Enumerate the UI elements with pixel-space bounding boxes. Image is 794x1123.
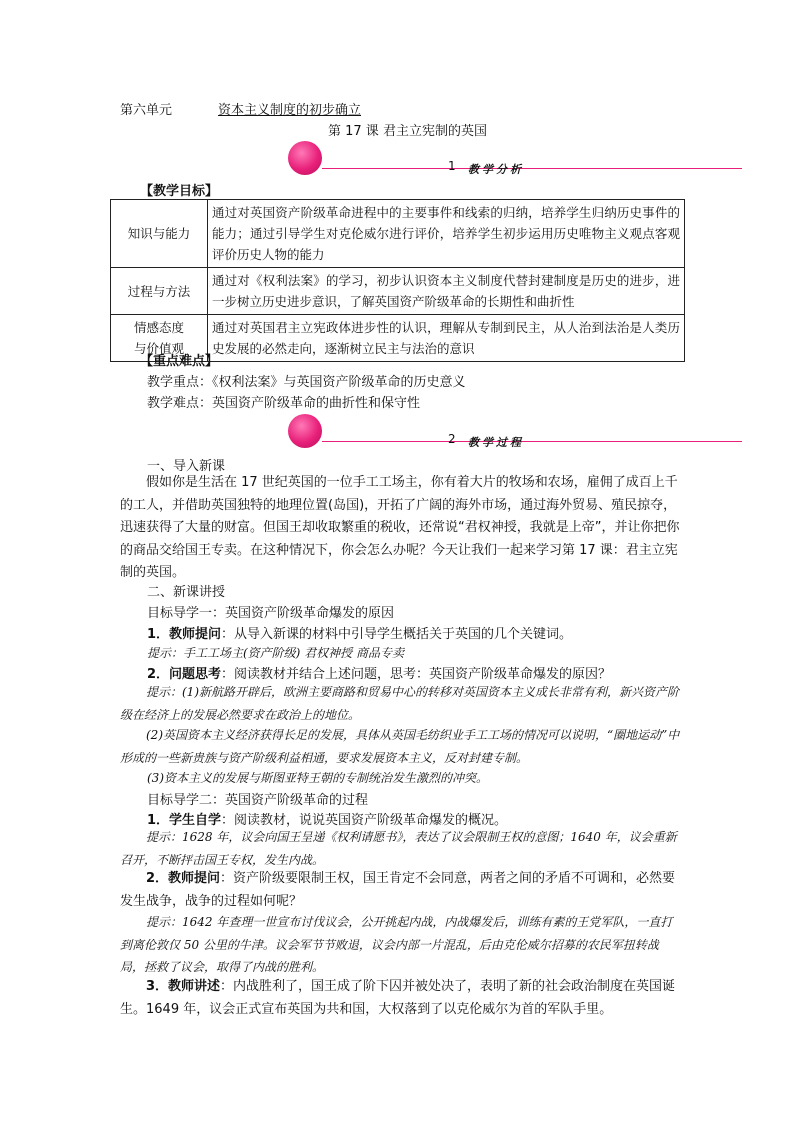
section-label: 教学分析 [468,163,524,176]
section-number: 2 [448,432,456,446]
table-row [111,200,685,268]
question-label: 1．学生自学 [147,813,222,828]
hint-paragraph: 提示：1642 年查理一世宣布讨伐议会，公开挑起内战，内战爆发后，训练有素的王党军队，一直打到离伦敦仅 50 公里的牛津。议会军节节败退，议会内部一片混乱，后由克伦威尔招募的农民军扭转战局，拯救了议会，取得了内战的胜利。 [120,915,673,975]
question-text: ：阅读教材，说说英国资产阶级革命爆发的概况。 [221,813,508,828]
row-key-line: 情感态度 [133,320,184,335]
section-title: 二、新课讲授 [147,585,226,600]
question-line [147,623,572,642]
hint-line: (3)资本主义的发展与斯图亚特王朝的专制统治发生激烈的冲突。 [147,771,489,785]
objectives-heading: 【教学目标】 [140,184,219,199]
section-banner-process [288,414,688,454]
hint-line: 提示：手工工场主(资产阶级) 君权神授 商品专卖 [147,646,404,660]
question-text: ：内战胜利了，国王成了阶下囚并被处决了，表明了新的社会政治制度在英国诞生。1649 年，议会正式宣布英国为共和国，大权落到了以克伦威尔为首的军队手里。 [120,979,676,1017]
unit-label: 第六单元 [120,103,173,118]
row-key-line: 与价值观 [133,341,184,356]
goal-heading: 目标导学二：英国资产阶级革命的过程 [147,793,369,808]
question-paragraph [120,976,680,1021]
hint-paragraph: (2)英国资本主义经济获得长足的发展，具体从英国毛纺织业手工工场的情况可以说明，“圈地运动”中形成的一些新贵族与资产阶级利益相通，要求发展资本主义，反对封建专制。 [120,728,680,765]
section-circle-icon [288,141,322,175]
section-circle-icon [288,414,322,448]
question-label: 3．教师讲述 [146,979,221,994]
keypoints-heading: 【重点难点】 [140,354,219,369]
section-label: 教学过程 [468,436,524,449]
row-value: 通过对英国资产阶级革命进程中的主要事件和线索的归纳，培养学生归纳历史事件的能力；通过引导学生对克伦威尔进行评价，培养学生初步运用历史唯物主义观点客观评价历史人物的能力 [208,200,685,268]
objectives-table [110,199,685,362]
lesson-title: 第 17 课 君主立宪制的英国 [328,124,487,139]
question-text: ：阅读教材并结合上述问题，思考：英国资产阶级革命爆发的原因？ [221,667,612,682]
section-divider [322,168,742,169]
question-label: 1．教师提问 [147,627,222,642]
goal-heading: 目标导学一：英国资产阶级革命爆发的原因 [147,606,395,621]
table-row [111,268,685,315]
intro-paragraph: 假如你是生活在 17 世纪英国的一位手工工场主，你有着大片的牧场和农场，雇佣了成百上千的工人，并借助英国独特的地理位置(岛国)，开拓了广阔的海外市场，通过海外贸易、殖民掠夺，迅速获得了大量的财富。但国王却收取繁重的税收，还常说“君权神授，我就是上帝”，并让你把你的商品交给国王专卖。在这种情况下，你会怎么办呢？今天让我们一起来学习第 17 课：君主立宪制的英国。 [120,475,680,581]
teaching-focus: 教学重点：《权利法案》与英国资产阶级革命的历史意义 [147,375,466,390]
question-label: 2．问题思考 [147,667,222,682]
question-line [147,663,611,682]
question-text: ：从导入新课的材料中引导学生概括关于英国的几个关键词。 [221,627,573,642]
unit-title: 资本主义制度的初步确立 [218,103,362,118]
teaching-difficulty: 教学难点：英国资产阶级革命的曲折性和保守性 [147,396,421,411]
question-label: 2．教师提问 [146,871,221,886]
section-divider [322,441,742,442]
row-value: 通过对英国君主立宪政体进步性的认识，理解从专制到民主，从人治到法治是人类历史发展的必然走向，逐渐树立民主与法治的意识 [208,315,685,362]
hint-paragraph: 提示：1628 年，议会向国王呈递《权利请愿书》，表达了议会限制王权的意图；1640 年，议会重新召开，不断抨击国王专权，发生内战。 [120,830,677,867]
row-key: 知识与能力 [111,200,208,268]
row-value: 通过对《权利法案》的学习，初步认识资本主义制度代替封建制度是历史的进步，进一步树立历史进步意识，了解英国资产阶级革命的长期性和曲折性 [208,268,685,315]
section-banner-analysis [288,141,688,181]
question-text: ：资产阶级要限制王权，国王肯定不会同意，两者之间的矛盾不可调和，必然要发生战争，战争的过程如何呢？ [120,871,676,909]
section-number: 1 [448,159,456,173]
row-key: 过程与方法 [111,268,208,315]
question-paragraph [120,868,680,913]
hint-paragraph: 提示：(1)新航路开辟后，欧洲主要商路和贸易中心的转移对英国资本主义成长非常有利，新兴资产阶级在经济上的发展必然要求在政治上的地位。 [120,685,680,722]
section-title: 一、导入新课 [147,459,226,474]
